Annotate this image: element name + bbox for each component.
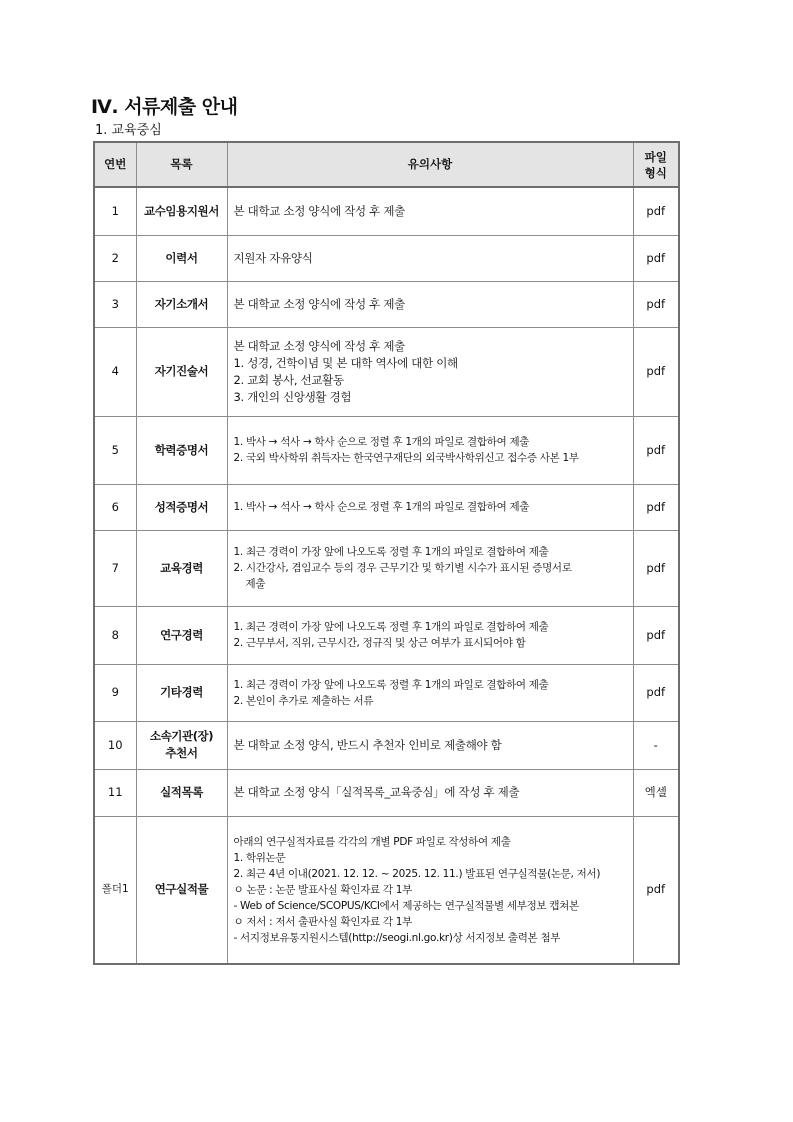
row-format: pdf	[633, 664, 679, 721]
note-line: 본 대학교 소정 양식에 작성 후 제출	[233, 296, 405, 311]
row-notes	[227, 530, 633, 606]
note-line: 본 대학교 소정 양식에 작성 후 제출	[233, 203, 405, 218]
row-notes	[227, 187, 633, 235]
row-item: 기타경력	[136, 664, 227, 721]
section-title: 1. 교육중심	[95, 123, 162, 138]
note-line: 1. 최근 경력이 가장 앞에 나오도록 정렬 후 1개의 파일로 결합하여 제출	[233, 621, 549, 633]
note-line: 2. 근무부서, 직위, 근무시간, 정규직 및 상근 여부가 표시되어야 함	[233, 637, 526, 649]
row-item: 자기소개서	[136, 281, 227, 327]
table-row	[94, 187, 679, 235]
header-format-line2: 형식	[644, 165, 667, 180]
note-line: 2. 국외 박사학위 취득자는 한국연구재단의 외국박사학위신고 접수증 사본 1부	[233, 452, 579, 464]
row-item: 성적증명서	[136, 484, 227, 530]
note-line: 1. 최근 경력이 가장 앞에 나오도록 정렬 후 1개의 파일로 결합하여 제출	[233, 678, 549, 691]
note-line: 제출	[245, 578, 266, 590]
row-no: 5	[94, 416, 136, 484]
row-item: 교수임용지원서	[136, 187, 227, 235]
note-line: 1. 박사 → 석사 → 학사 순으로 정렬 후 1개의 파일로 결합하여 제출	[233, 501, 530, 513]
row-format: -	[633, 721, 679, 769]
table-row	[94, 606, 679, 664]
row-no: 11	[94, 769, 136, 816]
row-item: 연구실적물	[136, 816, 227, 964]
table-row	[94, 530, 679, 606]
note-line: 본 대학교 소정 양식「실적목록_교육중심」에 작성 후 제출	[233, 785, 520, 799]
row-no: 6	[94, 484, 136, 530]
note-line: - Web of Science/SCOPUS/KCI에서 제공하는 연구실적물별 세부정보 캡쳐본	[233, 899, 579, 912]
row-format: pdf	[633, 327, 679, 416]
row-notes	[227, 816, 633, 964]
note-line: 2. 교회 봉사, 선교활동	[233, 372, 344, 387]
note-line: 아래의 연구실적자료를 각각의 개별 PDF 파일로 작성하여 제출	[233, 835, 511, 848]
row-item: 자기진술서	[136, 327, 227, 416]
row-item: 이력서	[136, 235, 227, 281]
header-format	[633, 142, 679, 187]
row-item: 연구경력	[136, 606, 227, 664]
note-line: 1. 성경, 건학이념 및 본 대학 역사에 대한 이해	[233, 355, 458, 370]
row-no: 폴더1	[94, 816, 136, 964]
row-notes	[227, 769, 633, 816]
note-line: 2. 시간강사, 겸임교수 등의 경우 근무기간 및 학기별 시수가 표시된 증명서로	[233, 562, 572, 574]
row-no: 10	[94, 721, 136, 769]
row-item-line: 추천서	[165, 746, 198, 760]
row-notes	[227, 606, 633, 664]
row-format: pdf	[633, 484, 679, 530]
note-line: - 서지정보유통지원시스템(http://seogi.nl.go.kr)상 서지정보 출력본 첨부	[233, 931, 561, 944]
table-row	[94, 484, 679, 530]
table-row	[94, 816, 679, 964]
document-table	[93, 141, 680, 965]
row-notes	[227, 416, 633, 484]
note-line: 1. 최근 경력이 가장 앞에 나오도록 정렬 후 1개의 파일로 결합하여 제출	[233, 546, 549, 558]
row-item-line: 소속기관(장)	[149, 729, 214, 743]
note-line: 지원자 자유양식	[233, 250, 313, 265]
table-row	[94, 721, 679, 769]
note-line: ㅇ 논문 : 논문 발표사실 확인자료 각 1부	[233, 883, 413, 896]
header-notes: 유의사항	[227, 142, 633, 187]
row-no: 2	[94, 235, 136, 281]
row-notes	[227, 327, 633, 416]
row-no: 1	[94, 187, 136, 235]
row-format: pdf	[633, 606, 679, 664]
row-notes	[227, 721, 633, 769]
header-no: 연번	[94, 142, 136, 187]
note-line: ㅇ 저서 : 저서 출판사실 확인자료 각 1부	[233, 915, 413, 928]
row-no: 7	[94, 530, 136, 606]
row-format: pdf	[633, 416, 679, 484]
row-format: pdf	[633, 530, 679, 606]
row-notes	[227, 484, 633, 530]
table-row	[94, 416, 679, 484]
note-line: 본 대학교 소정 양식에 작성 후 제출	[233, 338, 405, 353]
header-item: 목록	[136, 142, 227, 187]
table-row	[94, 327, 679, 416]
row-format: pdf	[633, 816, 679, 964]
row-item: 학력증명서	[136, 416, 227, 484]
row-item: 교육경력	[136, 530, 227, 606]
table-row	[94, 664, 679, 721]
note-line: 2. 본인이 추가로 제출하는 서류	[233, 694, 374, 707]
row-no: 9	[94, 664, 136, 721]
page-title: Ⅳ. 서류제출 안내	[91, 96, 238, 118]
row-no: 3	[94, 281, 136, 327]
table-row	[94, 235, 679, 281]
note-line: 본 대학교 소정 양식, 반드시 추천자 인비로 제출해야 함	[233, 737, 502, 752]
row-no: 4	[94, 327, 136, 416]
row-format: 엑셀	[633, 769, 679, 816]
row-notes	[227, 664, 633, 721]
note-line: 2. 최근 4년 이내(2021. 12. 12. ~ 2025. 12. 11.) 발표된 연구실적물(논문, 저서)	[233, 867, 601, 880]
table-row	[94, 769, 679, 816]
note-line: 1. 학위논문	[233, 851, 286, 864]
row-item: 실적목록	[136, 769, 227, 816]
note-line: 1. 박사 → 석사 → 학사 순으로 정렬 후 1개의 파일로 결합하여 제출	[233, 436, 530, 448]
row-format: pdf	[633, 235, 679, 281]
note-line: 3. 개인의 신앙생활 경험	[233, 389, 352, 404]
row-notes	[227, 235, 633, 281]
table-header-row	[94, 142, 679, 187]
header-format-line1: 파일	[644, 149, 667, 164]
row-format: pdf	[633, 187, 679, 235]
row-format: pdf	[633, 281, 679, 327]
row-no: 8	[94, 606, 136, 664]
row-notes	[227, 281, 633, 327]
row-item	[136, 721, 227, 769]
table-row	[94, 281, 679, 327]
